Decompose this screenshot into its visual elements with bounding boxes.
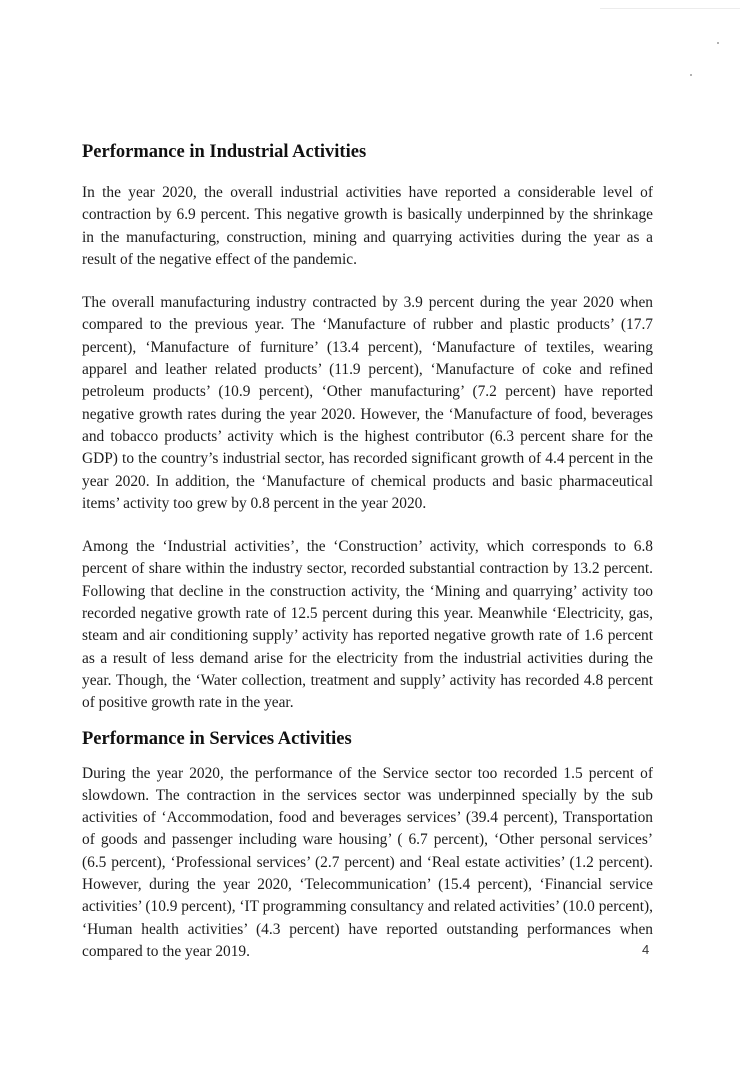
paragraph-industrial-overview: In the year 2020, the overall industrial activities have reported a considerable level of contraction by 6.9 percent. This negative growth is basically underpinned by the shrinkage in the manufacturing, construction, mining and quarrying activities during the year as a result of the negative effect of the pandemic.	[82, 184, 653, 268]
paragraph-construction-mining: Among the ‘Industrial activities’, the ‘Construction’ activity, which corresponds to 6.8 percent of share within the industry sector, recorded substantial contraction by 13.2 percent. Following that decline in the construction activity, the ‘Mining and quarrying’ activity too recorded negative growth rate of 12.5 percent during this year. Meanwhile ‘Electricity, gas, steam and air conditioning supply’ activity has reported negative growth rate of 1.6 percent as a result of less demand arise for the electricity from the industrial activities during the year. Though, the ‘Water collection, treatment and supply’ activity has recorded 4.8 percent of positive growth rate in the year.	[82, 538, 653, 712]
section-heading-services: Performance in Services Activities	[82, 728, 352, 749]
scan-speck	[717, 42, 719, 44]
scan-speck	[690, 74, 692, 76]
scan-edge-line	[600, 8, 740, 9]
page-number: 4	[642, 942, 650, 957]
section-heading-industrial: Performance in Industrial Activities	[82, 142, 367, 162]
page-content	[82, 140, 653, 963]
paragraph-manufacturing: The overall manufacturing industry contracted by 3.9 percent during the year 2020 when compared to the previous year. The ‘Manufacture of rubber and plastic products’ (17.7 percent), ‘Manufacture of furniture’ (13.4 percent), ‘Manufacture of textiles, wearing apparel and leather related products’ (11.9 percent), ‘Manufacture of coke and refined petroleum products’ (10.9 percent), ‘Other manufacturing’ (7.2 percent) have reported negative growth rates during the year 2020. However, the ‘Manufacture of food, beverages and tobacco products’ activity which is the highest contributor (6.3 percent share for the GDP) to the country’s industrial sector, has recorded significant growth of 4.4 percent in the year 2020. In addition, the ‘Manufacture of chemical products and basic pharmaceutical items’ activity too grew by 0.8 percent in the year 2020.	[82, 294, 653, 512]
paragraph-services: During the year 2020, the performance of the Service sector too recorded 1.5 percent of slowdown. The contraction in the services sector was underpinned specially by the sub activities of ‘Accommodation, food and beverages services’ (39.4 percent), Transportation of goods and passenger including ware housing’ ( 6.7 percent), ‘Other personal services’ (6.5 percent), ‘Professional services’ (2.7 percent) and ‘Real estate activities’ (1.2 percent). However, during the year 2020, ‘Telecommunication’ (15.4 percent), ‘Financial service activities’ (10.9 percent), ‘IT programming consultancy and related activities’ (10.0 percent), ‘Human health activities’ (4.3 percent) have reported outstanding performances when compared to the year 2019.	[82, 764, 653, 960]
